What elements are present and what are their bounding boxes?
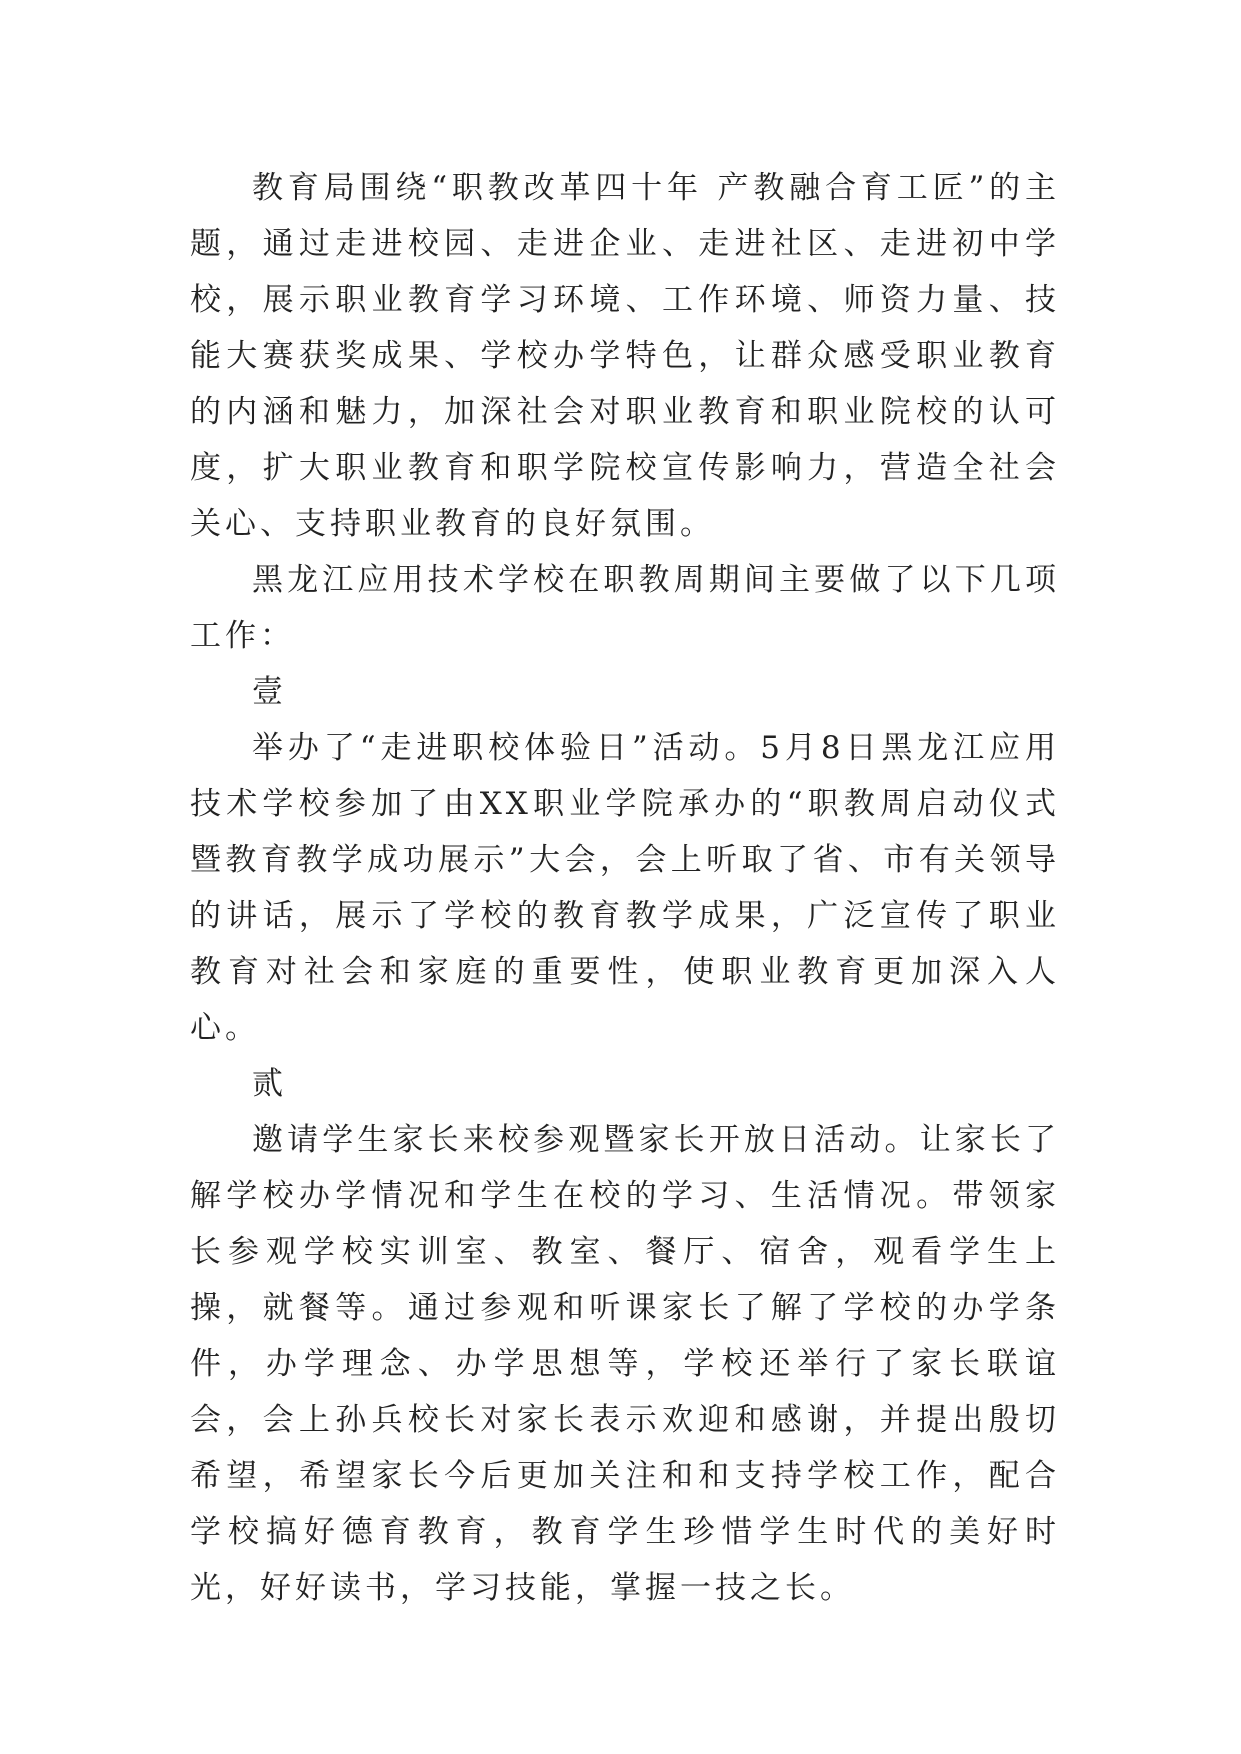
summary-paragraph: 黑龙江应用技术学校在职教周期间主要做了以下几项工作：	[190, 562, 1060, 654]
intro-paragraph: 教育局围绕“职教改革四十年 产教融合育工匠”的主题，通过走进校园、走进企业、走进社区、走进初中学校，展示职业教育学习环境、工作环境、师资力量、技能大赛获奖成果、学校办学特色，让群众感受职业教育的内涵和魅力，加深社会对职业教育和职业院校的认可度，扩大职业教育和职学院校宣传影响力，营造全社会关心、支持职业教育的良好氛围。	[190, 170, 1060, 542]
section-heading-1: 壹	[252, 674, 287, 710]
section-heading-2: 贰	[252, 1066, 287, 1102]
section-2-paragraph: 邀请学生家长来校参观暨家长开放日活动。让家长了解学校办学情况和学生在校的学习、生活情况。带领家长参观学校实训室、教室、餐厅、宿舍，观看学生上操，就餐等。通过参观和听课家长了解了学校的办学条件，办学理念、办学思想等，学校还举行了家长联谊会，会上孙兵校长对家长表示欢迎和感谢，并提出殷切希望，希望家长今后更加关注和和支持学校工作，配合学校搞好德育教育，教育学生珍惜学生时代的美好时光，好好读书，学习技能，掌握一技之长。	[190, 1122, 1060, 1606]
section-1-paragraph: 举办了“走进职校体验日”活动。5月8日黑龙江应用技术学校参加了由XX职业学院承办的“职教周启动仪式暨教育教学成功展示”大会，会上听取了省、市有关领导的讲话，展示了学校的教育教学成果，广泛宣传了职业教育对社会和家庭的重要性，使职业教育更加深入人心。	[190, 730, 1060, 1046]
document-body	[190, 160, 1060, 1616]
